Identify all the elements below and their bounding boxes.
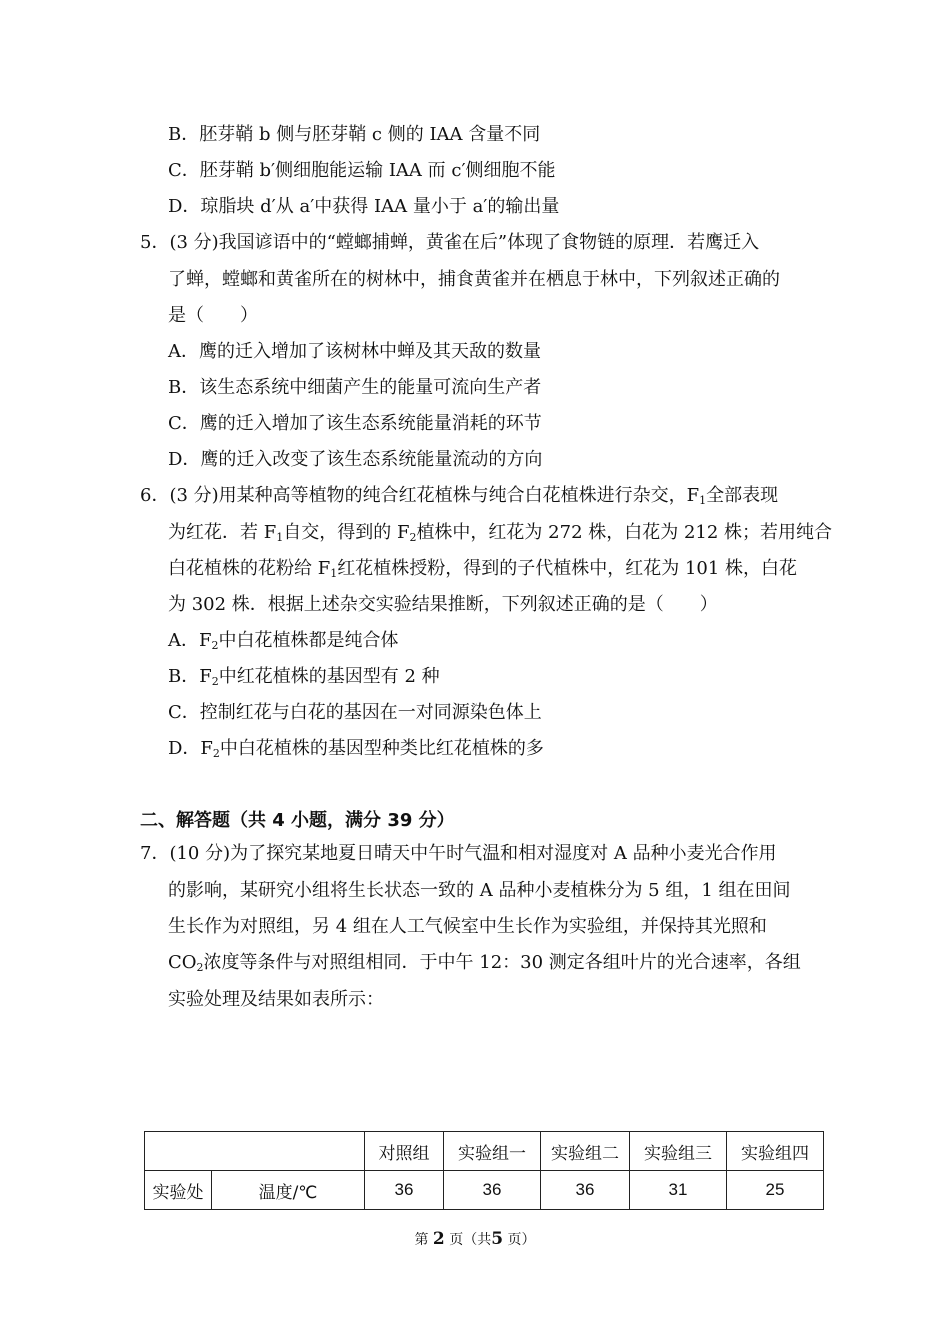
q5-stem-line1: 5．(3 分)我国谚语中的“螳螂捕蝉，黄雀在后”体现了食物链的原理．若鹰迁入 <box>140 232 760 253</box>
table-header-cell: 实验组四 <box>727 1132 824 1171</box>
q4-option-c: C．胚芽鞘 b′侧细胞能运输 IAA 而 c′侧细胞不能 <box>168 160 556 181</box>
q6-text: 中白花植株的基因型种类比红花植株的多 <box>219 738 544 759</box>
q5-option-a: A．鹰的迁入增加了该树林中蝉及其天敌的数量 <box>168 341 541 362</box>
q7-text: CO <box>168 952 197 973</box>
q7-stem-line2: 的影响，某研究小组将生长状态一致的 A 品种小麦植株分为 5 组，1 组在田间 <box>168 880 791 901</box>
q6-stem-line2 <box>168 521 832 545</box>
subscript: 1 <box>330 567 338 580</box>
table-header-cell: 对照组 <box>365 1132 444 1171</box>
table-cell: 36 <box>444 1171 541 1210</box>
footer-text: 页） <box>507 1232 536 1248</box>
q5-option-d: D．鹰的迁入改变了该生态系统能量流动的方向 <box>168 449 543 470</box>
footer-text: 页（共 <box>449 1232 492 1248</box>
q6-text: 自交，得到的 F <box>283 522 410 543</box>
q6-text: 为红花．若 F <box>168 522 277 543</box>
section-title: 二、解答题（共 4 小题，满分 39 分） <box>140 810 455 831</box>
table-corner-cell <box>145 1132 365 1171</box>
table-header-cell: 实验组一 <box>444 1132 541 1171</box>
q6-text: B．F <box>168 666 212 687</box>
q6-text: 白花植株的花粉给 F <box>168 558 331 579</box>
q6-option-a <box>168 629 399 653</box>
table-row <box>145 1171 824 1210</box>
q7-stem-line5: 实验处理及结果如表所示： <box>168 989 384 1010</box>
subscript: 2 <box>196 961 204 974</box>
subscript: 2 <box>211 675 219 688</box>
q5-stem-line2: 了蝉，螳螂和黄雀所在的树林中，捕食黄雀并在栖息于林中，下列叙述正确的 <box>168 269 780 290</box>
q6-text: D．F <box>168 738 213 759</box>
q4-option-b: B．胚芽鞘 b 侧与胚芽鞘 c 侧的 IAA 含量不同 <box>168 124 541 145</box>
q6-text: 植株中，红花为 272 株，白花为 212 株；若用纯合 <box>416 522 833 543</box>
q4-option-d: D．琼脂块 d′从 a′中获得 IAA 量小于 a′的输出量 <box>168 196 560 217</box>
subscript: 2 <box>212 747 220 760</box>
q6-stem-line3 <box>168 557 797 581</box>
q6-text: 中白花植株都是纯合体 <box>218 630 399 651</box>
table-header-cell: 实验组三 <box>630 1132 727 1171</box>
q7-stem-line3: 生长作为对照组，另 4 组在人工气候室中生长作为实验组，并保持其光照和 <box>168 916 767 937</box>
q5-option-b: B．该生态系统中细菌产生的能量可流向生产者 <box>168 377 542 398</box>
table-row-label: 实验处 <box>145 1171 212 1210</box>
page-number: 2 <box>432 1229 445 1249</box>
page-total: 5 <box>491 1229 504 1249</box>
subscript: 2 <box>409 531 417 544</box>
table-cell: 36 <box>541 1171 630 1210</box>
q6-text: A．F <box>168 630 212 651</box>
q6-option-d <box>168 737 544 761</box>
q6-text: 红花植株授粉，得到的子代植株中，红花为 101 株，白花 <box>337 558 798 579</box>
subscript: 1 <box>276 531 284 544</box>
q6-option-b <box>168 665 440 689</box>
q6-text: 中红花植株的基因型有 2 种 <box>218 666 440 687</box>
q6-stem-line4: 为 302 株．根据上述杂交实验结果推断，下列叙述正确的是（ ） <box>168 594 718 615</box>
q6-stem-line1 <box>140 484 778 508</box>
table-cell: 31 <box>630 1171 727 1210</box>
q6-text: 6．(3 分)用某种高等植物的纯合红花植株与纯合白花植株进行杂交，F <box>140 485 700 506</box>
page-footer <box>0 1229 950 1249</box>
table-cell: 36 <box>365 1171 444 1210</box>
subscript: 1 <box>699 494 707 507</box>
table-header-cell: 实验组二 <box>541 1132 630 1171</box>
q5-stem-line3: 是（ ） <box>168 305 258 326</box>
q6-text: 全部表现 <box>706 485 779 506</box>
table-header-row <box>145 1132 824 1171</box>
q7-text: 浓度等条件与对照组相同．于中午 12：30 测定各组叶片的光合速率，各组 <box>203 952 801 973</box>
footer-text: 第 <box>414 1232 429 1248</box>
experiment-table <box>144 1131 824 1210</box>
q7-stem-line1: 7．(10 分)为了探究某地夏日晴天中午时气温和相对湿度对 A 品种小麦光合作用 <box>140 843 777 864</box>
q5-option-c: C．鹰的迁入增加了该生态系统能量消耗的环节 <box>168 413 542 434</box>
q6-option-c: C．控制红花与白花的基因在一对同源染色体上 <box>168 702 542 723</box>
table-row-sublabel: 温度/℃ <box>212 1171 365 1210</box>
table-cell: 25 <box>727 1171 824 1210</box>
q7-stem-line4 <box>168 951 801 975</box>
subscript: 2 <box>211 639 219 652</box>
